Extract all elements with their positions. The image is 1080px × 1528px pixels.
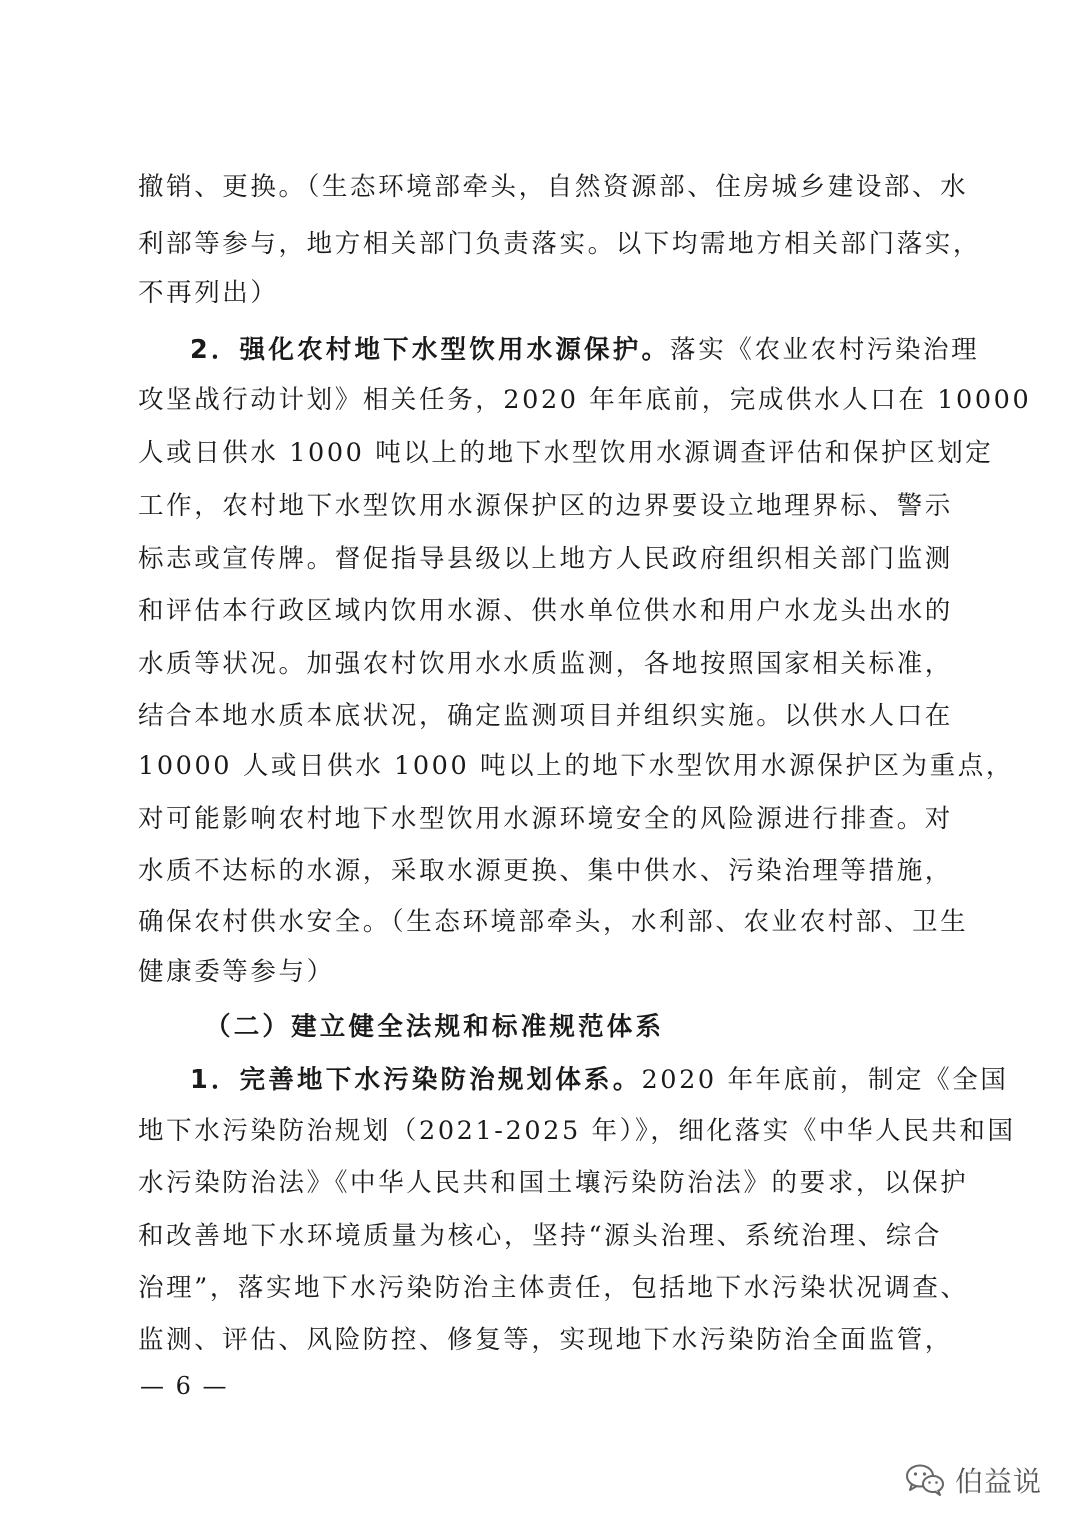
item-1-first-line xyxy=(190,1063,1009,1097)
text-line: 对可能影响农村地下水型饮用水源环境安全的风险源进行排查。对 xyxy=(138,804,953,834)
text-line: 水质不达标的水源，采取水源更换、集中供水、污染治理等措施， xyxy=(138,856,953,886)
page-number: — 6 — xyxy=(140,1372,229,1400)
text-line: 不再列出） xyxy=(138,278,279,308)
item-2-heading: 2．强化农村地下水型饮用水源保护。 xyxy=(190,335,671,365)
text-line: 监测、评估、风险防控、修复等，实现地下水污染防治全面监管， xyxy=(138,1325,953,1355)
text-line: 攻坚战行动计划》相关任务，2020 年年底前，完成供水人口在 10000 xyxy=(138,385,1032,415)
text-line: 结合本地水质本底状况，确定监测项目并组织实施。以供水人口在 xyxy=(138,701,953,731)
text-line: 利部等参与，地方相关部门负责落实。以下均需地方相关部门落实， xyxy=(138,229,982,259)
text-line: 治理”，落实地下水污染防治主体责任，包括地下水污染状况调查、 xyxy=(138,1273,969,1303)
text-line: 标志或宣传牌。督促指导县级以上地方人民政府组织相关部门监测 xyxy=(138,544,953,574)
text-line: 地下水污染防治规划（2021-2025 年）》，细化落实《中华人民共和国 xyxy=(138,1116,1016,1146)
text-line: 工作，农村地下水型饮用水源保护区的边界要设立地理界标、警示 xyxy=(138,491,953,521)
section-heading: （二）建立健全法规和标准规范体系 xyxy=(205,1012,665,1042)
text-line: 水污染防治法》《中华人民共和国土壤污染防治法》的要求，以保护 xyxy=(138,1168,969,1198)
text-line: 和评估本行政区域内饮用水源、供水单位供水和用户水龙头出水的 xyxy=(138,596,953,626)
text-line: 水质等状况。加强农村饮用水水质监测，各地按照国家相关标准， xyxy=(138,649,953,679)
text-line: 和改善地下水环境质量为核心，坚持“源头治理、系统治理、综合 xyxy=(138,1221,942,1251)
text-line: 撤销、更换。（生态环境部牵头，自然资源部、住房城乡建设部、水 xyxy=(138,172,969,202)
item-2-first-line xyxy=(190,333,980,367)
text-line: 确保农村供水安全。（生态环境部牵头，水利部、农业农村部、卫生 xyxy=(138,907,969,937)
item-2-first-line-rest: 落实《农业农村污染治理 xyxy=(670,335,980,365)
watermark-text: 伯益说 xyxy=(954,1465,1042,1498)
text-line: 人或日供水 1000 吨以上的地下水型饮用水源调查评估和保护区划定 xyxy=(138,438,994,468)
item-1-heading: 1．完善地下水污染防治规划体系。 xyxy=(190,1065,642,1095)
watermark xyxy=(905,1460,1042,1500)
text-line: 10000 人或日供水 1000 吨以上的地下水型饮用水源保护区为重点， xyxy=(138,751,1014,781)
wechat-icon xyxy=(905,1463,945,1497)
item-1-first-line-rest: 2020 年年底前，制定《全国 xyxy=(641,1065,1009,1095)
text-line: 健康委等参与） xyxy=(138,957,335,987)
